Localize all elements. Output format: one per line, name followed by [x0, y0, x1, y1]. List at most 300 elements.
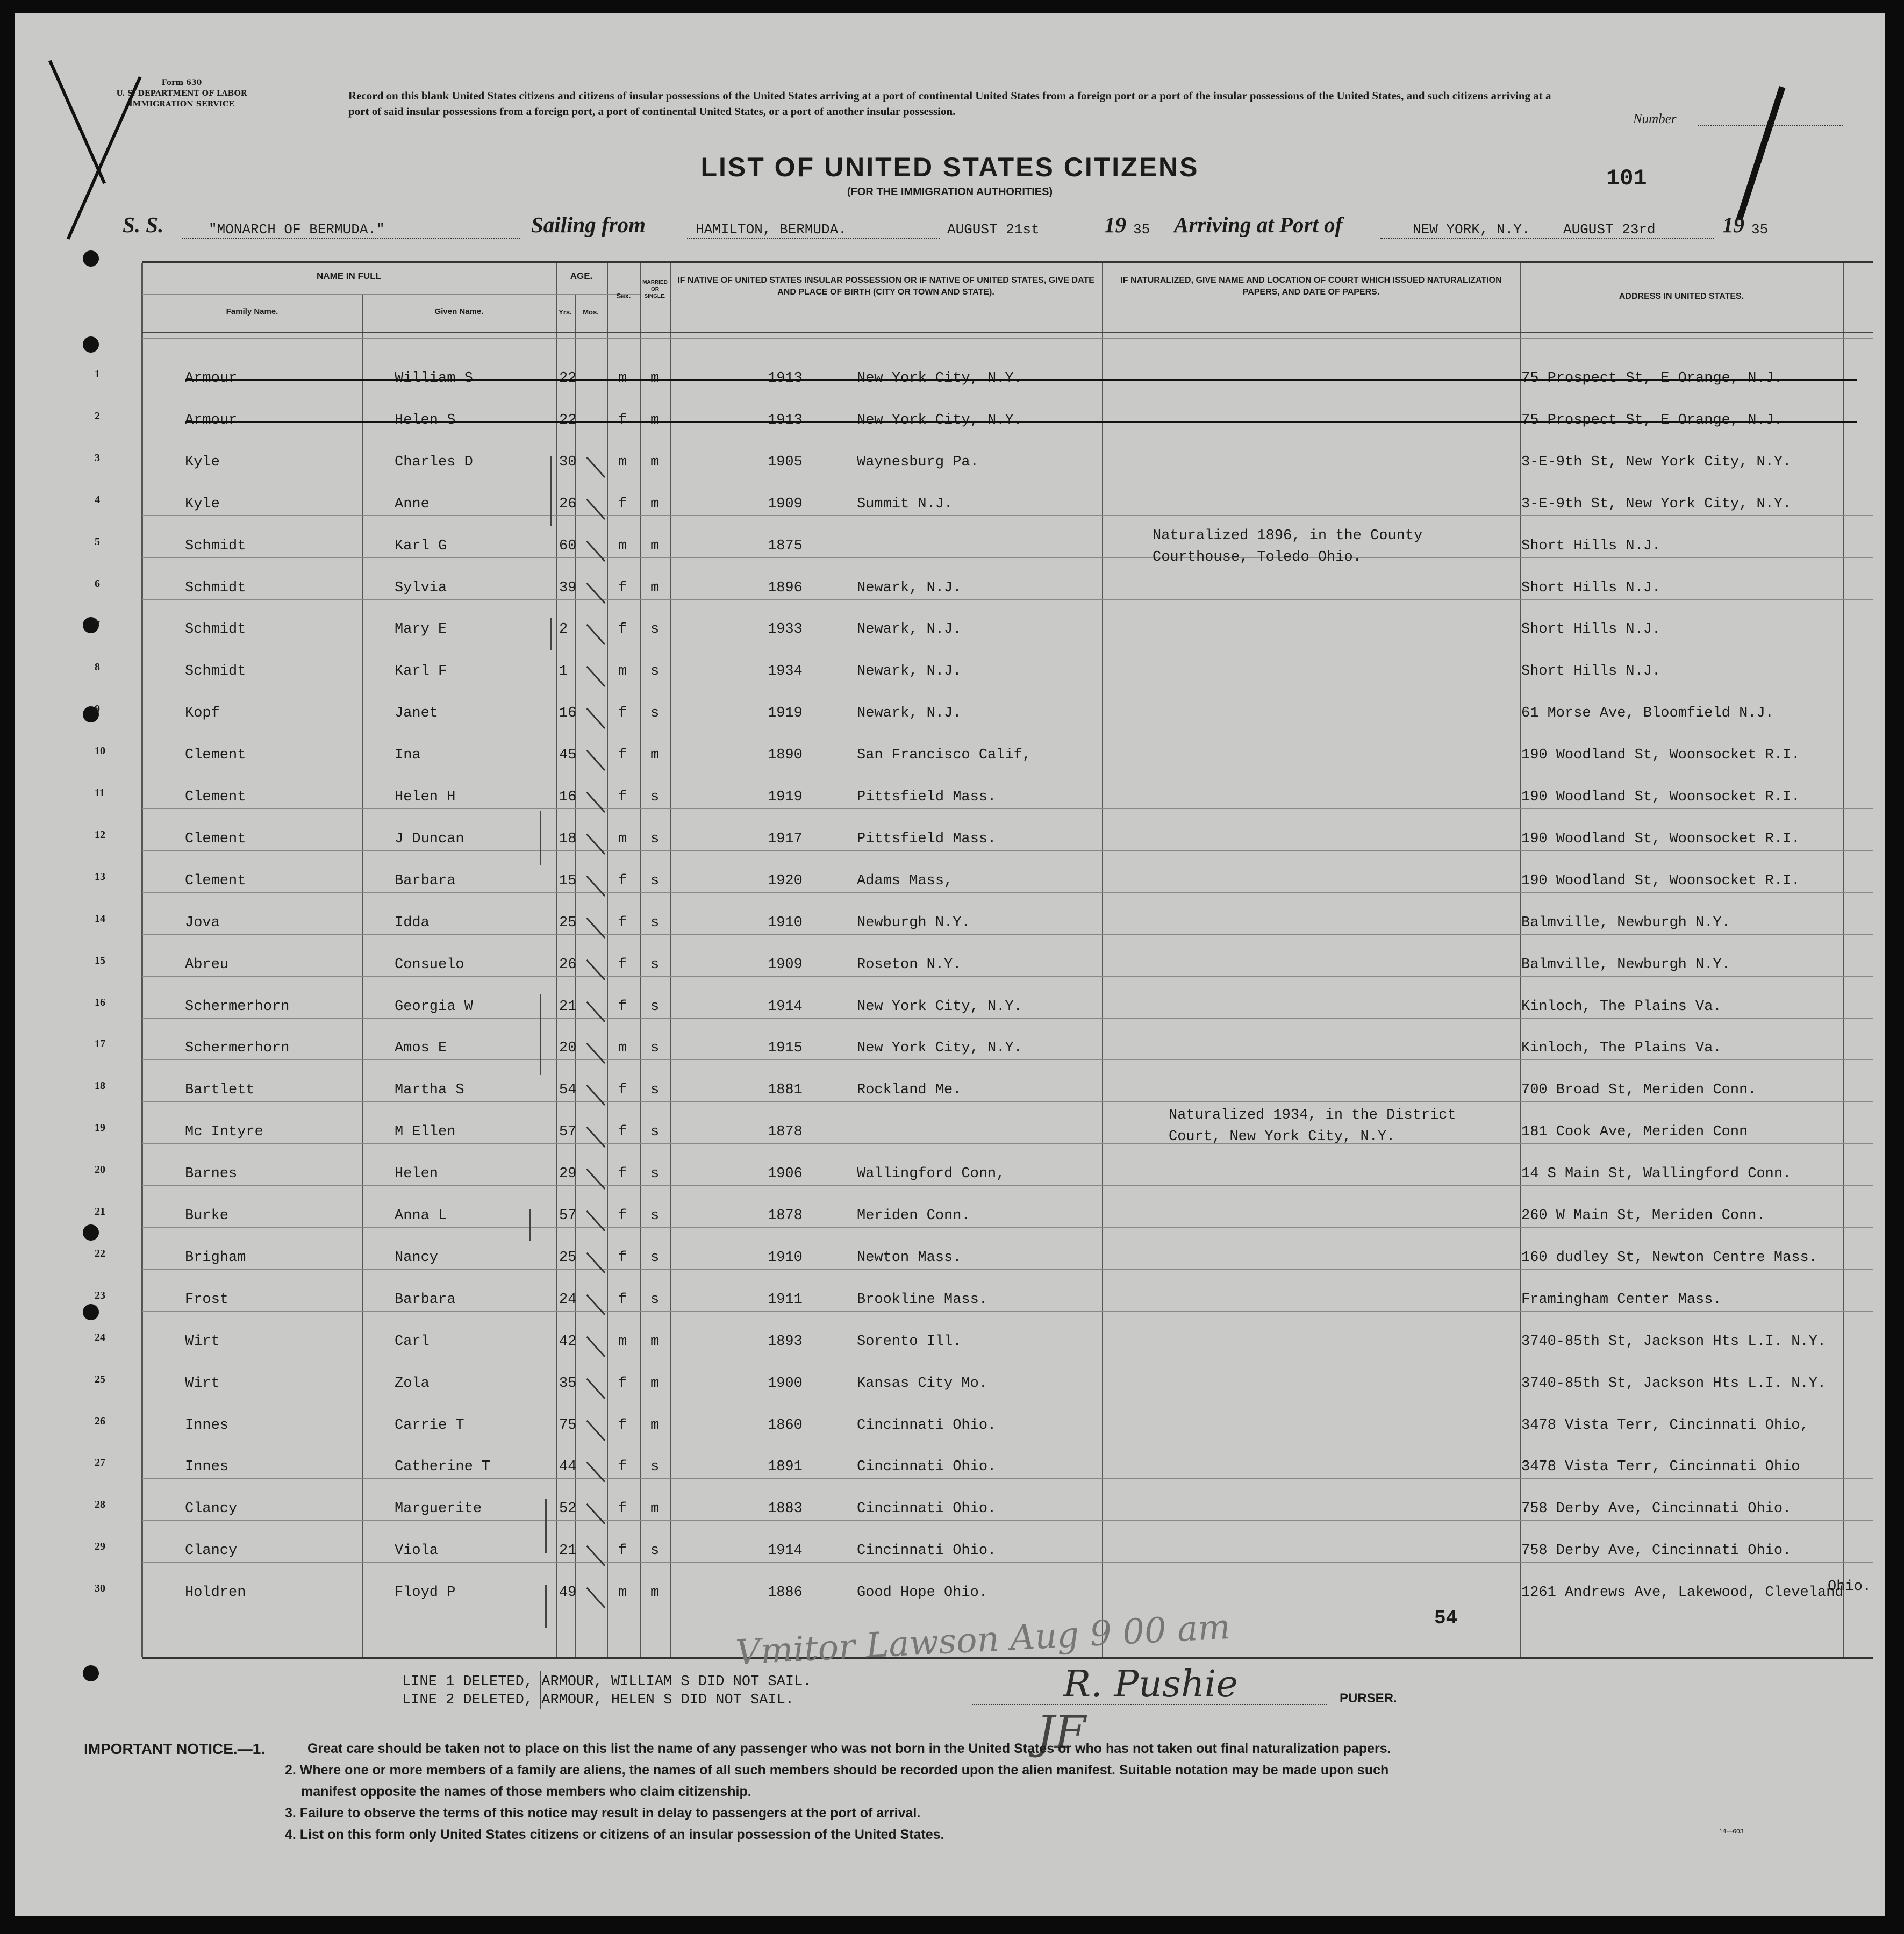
- birth-year: 1915: [768, 1040, 803, 1057]
- sex: f: [618, 914, 627, 931]
- table-row: [95, 1276, 1873, 1316]
- marital-status: m: [650, 412, 660, 428]
- birth-year: 1891: [768, 1459, 803, 1475]
- marital-status: s: [650, 1082, 660, 1099]
- birth-year: 1896: [768, 579, 803, 596]
- birth-place: Newton Mass.: [857, 1249, 962, 1266]
- given-name: J Duncan: [395, 830, 464, 847]
- sex: f: [618, 1543, 627, 1559]
- tally-mark: [540, 994, 541, 1075]
- form-code: 14—603: [1719, 1828, 1744, 1835]
- marital-status: s: [650, 1291, 660, 1308]
- purser-label: PURSER.: [1340, 1691, 1397, 1706]
- family-name: Clancy: [185, 1501, 238, 1517]
- sex: m: [618, 663, 627, 680]
- family-name: Schermerhorn: [185, 998, 290, 1015]
- birth-year: 1860: [768, 1417, 803, 1434]
- given-name: Helen H: [395, 789, 456, 805]
- address: Short Hills N.J.: [1521, 579, 1661, 596]
- header-age: AGE.: [570, 271, 593, 281]
- age-years: 25: [559, 914, 577, 931]
- row-number: 17: [95, 1038, 105, 1050]
- sex: m: [618, 370, 627, 386]
- family-name: Jova: [185, 914, 220, 931]
- sex: f: [618, 1459, 627, 1475]
- notice-item-4: 4. List on this form only United States citizens or citizens of an insular possession of the United States.: [285, 1827, 944, 1842]
- naturalization-note: Naturalized 1896, in the County Courthouse, Toledo Ohio.: [1153, 528, 1423, 565]
- purser-signature: R. Pushie: [1063, 1663, 1238, 1706]
- birth-place: San Francisco Calif,: [857, 747, 1032, 764]
- ship-name: "MONARCH OF BERMUDA.": [209, 221, 385, 238]
- family-name: Bartlett: [185, 1082, 255, 1099]
- family-name: Clement: [185, 747, 246, 764]
- table-row: [95, 438, 1873, 479]
- row-number: 10: [95, 745, 105, 757]
- address: 3740-85th St, Jackson Hts L.I. N.Y.: [1521, 1333, 1827, 1350]
- family-name: Clement: [185, 872, 246, 889]
- sex: f: [618, 789, 627, 805]
- row-number: 18: [95, 1080, 105, 1092]
- row-number: 8: [95, 661, 100, 674]
- given-name: Floyd P: [395, 1585, 456, 1601]
- sex: m: [618, 1333, 627, 1350]
- family-name: Innes: [185, 1417, 229, 1434]
- check-mark: [586, 499, 606, 520]
- address: Short Hills N.J.: [1521, 621, 1661, 638]
- table-row: [95, 564, 1873, 605]
- tally-mark: [540, 811, 541, 865]
- marital-status: s: [650, 1459, 660, 1475]
- number-label: Number: [1633, 112, 1677, 126]
- year-prefix: 19: [1104, 212, 1126, 237]
- table-row: [95, 1443, 1873, 1484]
- form-department: U. S. DEPARTMENT OF LABOR: [116, 89, 247, 98]
- sex: f: [618, 1082, 627, 1099]
- birth-year: 1890: [768, 747, 803, 764]
- notice-item-2-cont: manifest opposite the names of those members who claim citizenship.: [301, 1784, 751, 1799]
- marital-status: m: [650, 538, 660, 554]
- address: Balmville, Newburgh N.Y.: [1521, 914, 1730, 931]
- header-address: ADDRESS IN UNITED STATES.: [1619, 292, 1744, 301]
- address: 75 Prospect St, E Orange, N.J.: [1521, 370, 1783, 386]
- given-name: Mary E: [395, 621, 447, 638]
- table-row: [95, 1066, 1873, 1107]
- sex: f: [618, 1501, 627, 1517]
- check-mark: [586, 1336, 606, 1357]
- row-number: 26: [95, 1415, 105, 1427]
- address: 190 Woodland St, Woonsocket R.I.: [1521, 872, 1800, 889]
- given-name: Carl: [395, 1333, 430, 1350]
- birth-year: 1933: [768, 621, 803, 638]
- birth-year: 1881: [768, 1082, 803, 1099]
- check-mark: [586, 1420, 606, 1441]
- address: 181 Cook Ave, Meriden Conn: [1521, 1124, 1748, 1141]
- check-mark: [586, 750, 606, 771]
- given-name: Nancy: [395, 1249, 439, 1266]
- row-number: 9: [95, 703, 100, 715]
- table-row: [95, 941, 1873, 982]
- manifest-sheet: [15, 13, 1885, 1916]
- given-name: Georgia W: [395, 998, 473, 1015]
- table-row: [95, 899, 1873, 940]
- marital-status: s: [650, 1040, 660, 1057]
- check-mark: [586, 1001, 606, 1022]
- row-number: 21: [95, 1206, 105, 1217]
- family-name: Armour: [185, 370, 238, 386]
- row-number: 2: [95, 410, 100, 422]
- tally-mark: [529, 1209, 531, 1241]
- check-mark: [586, 624, 606, 645]
- birth-year: 1917: [768, 830, 803, 847]
- table-row: [95, 1527, 1873, 1567]
- table-row: [95, 1108, 1873, 1149]
- table-row: [95, 1401, 1873, 1442]
- passenger-count: 54: [1434, 1607, 1458, 1629]
- address: 260 W Main St, Meriden Conn.: [1521, 1208, 1765, 1224]
- birth-place: Summit N.J.: [857, 496, 953, 512]
- sex: m: [618, 1585, 627, 1601]
- table-row: [95, 983, 1873, 1023]
- table-row: [95, 1568, 1873, 1609]
- row-number: 7: [95, 619, 100, 632]
- address: 3478 Vista Terr, Cincinnati Ohio: [1521, 1459, 1800, 1475]
- sex: m: [618, 454, 627, 470]
- given-name: Sylvia: [395, 579, 447, 596]
- given-name: Zola: [395, 1375, 430, 1392]
- row-number: 3: [95, 452, 100, 464]
- table-row: [95, 857, 1873, 898]
- table-row: [95, 647, 1873, 688]
- birth-place: Adams Mass,: [857, 872, 953, 889]
- table-row: [95, 396, 1873, 437]
- tally-mark: [545, 1499, 547, 1553]
- deleted-lines-note: LINE 1 DELETED, ARMOUR, WILLIAM S DID NOT SAIL. LINE 2 DELETED, ARMOUR, HELEN S DID NOT SAIL.: [402, 1674, 812, 1708]
- address: 14 S Main St, Wallingford Conn.: [1521, 1166, 1792, 1183]
- family-name: Schmidt: [185, 621, 246, 638]
- address: 1261 Andrews Ave, Lakewood, Cleveland: [1521, 1585, 1844, 1601]
- address: 61 Morse Ave, Bloomfield N.J.: [1521, 705, 1774, 722]
- check-mark: [586, 540, 606, 561]
- table-row: [95, 605, 1873, 646]
- punch-hole: [83, 250, 99, 267]
- family-name: Kopf: [185, 705, 220, 722]
- row-number: 16: [95, 996, 105, 1008]
- check-mark: [586, 1587, 606, 1608]
- birth-place: Sorento Ill.: [857, 1333, 962, 1350]
- sex: f: [618, 1124, 627, 1141]
- birth-place: New York City, N.Y.: [857, 1040, 1022, 1057]
- header-married-single: MARRIED OR SINGLE.: [642, 280, 668, 299]
- tally-mark: [550, 618, 552, 650]
- given-name: M Ellen: [395, 1124, 456, 1141]
- age-years: 49: [559, 1585, 577, 1601]
- check-mark: [586, 1252, 606, 1273]
- marital-status: s: [650, 663, 660, 680]
- check-mark: [586, 666, 606, 687]
- birth-year: 1906: [768, 1166, 803, 1183]
- voyage-line: [15, 212, 1885, 244]
- table-row: [95, 815, 1873, 856]
- birth-place: Pittsfield Mass.: [857, 789, 997, 805]
- sex: f: [618, 579, 627, 596]
- strikethrough-line: [185, 421, 1857, 423]
- given-name: Karl G: [395, 538, 447, 554]
- punch-hole: [83, 336, 99, 353]
- birth-year: 1910: [768, 914, 803, 931]
- row-number: 13: [95, 870, 105, 883]
- age-years: 25: [559, 1249, 577, 1266]
- birth-year: 1900: [768, 1375, 803, 1392]
- birth-place: Waynesburg Pa.: [857, 454, 979, 470]
- sailing-from: HAMILTON, BERMUDA.: [696, 221, 847, 238]
- marital-status: s: [650, 1124, 660, 1141]
- age-years: 30: [559, 454, 577, 470]
- given-name: Idda: [395, 914, 430, 931]
- row-number: 25: [95, 1373, 105, 1385]
- age-years: 22: [559, 370, 577, 386]
- given-name: Barbara: [395, 872, 456, 889]
- handwritten-initials: JF: [1036, 1706, 1086, 1759]
- marital-status: s: [650, 998, 660, 1015]
- ss-label: S. S.: [123, 212, 164, 237]
- age-years: 60: [559, 538, 577, 554]
- marital-status: s: [650, 830, 660, 847]
- address: 75 Prospect St, E Orange, N.J.: [1521, 412, 1783, 428]
- arrive-year: 35: [1751, 221, 1769, 238]
- marital-status: m: [650, 1375, 660, 1392]
- age-years: 29: [559, 1166, 577, 1183]
- sex: m: [618, 538, 627, 554]
- birth-place: Pittsfield Mass.: [857, 830, 997, 847]
- family-name: Wirt: [185, 1333, 220, 1350]
- address: Kinloch, The Plains Va.: [1521, 1040, 1722, 1057]
- birth-year: 1920: [768, 872, 803, 889]
- sex: f: [618, 1208, 627, 1224]
- notice-item-2: 2. Where one or more members of a family are aliens, the names of all such members should be recorded upon the alien manifest. Suitable notation may be made upon such: [285, 1763, 1389, 1778]
- tally-mark: [550, 456, 552, 526]
- marital-status: s: [650, 914, 660, 931]
- birth-year: 1919: [768, 789, 803, 805]
- birth-year: 1886: [768, 1585, 803, 1601]
- age-years: 52: [559, 1501, 577, 1517]
- age-years: 45: [559, 747, 577, 764]
- punch-hole: [83, 1304, 99, 1320]
- table-row: [95, 1150, 1873, 1191]
- age-years: 16: [559, 789, 577, 805]
- given-name: Anne: [395, 496, 430, 512]
- row-number: 14: [95, 912, 105, 925]
- table-row: [95, 689, 1873, 730]
- family-name: Clement: [185, 789, 246, 805]
- birth-place: Brookline Mass.: [857, 1291, 988, 1308]
- row-number: 5: [95, 535, 100, 548]
- address: Short Hills N.J.: [1521, 663, 1661, 680]
- age-years: 20: [559, 1040, 577, 1057]
- header-family-name: Family Name.: [226, 307, 278, 316]
- handwritten-inspector-note: Vmitor Lawson Aug 9 00 am: [734, 1607, 1232, 1673]
- table-row: [95, 1234, 1873, 1274]
- header-birth: IF NATIVE OF UNITED STATES INSULAR POSSESSION OR IF NATIVE OF UNITED STATES, GIVE DATE AND PLACE OF BIRTH (CITY OR TOWN AND STATE).: [677, 276, 1094, 297]
- marital-status: m: [650, 1585, 660, 1601]
- table-row: [95, 354, 1873, 395]
- birth-place: Rockland Me.: [857, 1082, 962, 1099]
- check-mark: [586, 1210, 606, 1231]
- given-name: Viola: [395, 1543, 439, 1559]
- birth-year: 1910: [768, 1249, 803, 1266]
- birth-year: 1893: [768, 1333, 803, 1350]
- sex: m: [618, 830, 627, 847]
- sailing-label: Sailing from: [531, 212, 646, 237]
- birth-place: Kansas City Mo.: [857, 1375, 988, 1392]
- birth-year: 1911: [768, 1291, 803, 1308]
- sail-date: AUGUST 21st: [947, 221, 1040, 238]
- marital-status: m: [650, 1501, 660, 1517]
- age-years: 24: [559, 1291, 577, 1308]
- check-mark: [586, 1043, 606, 1064]
- age-years: 21: [559, 1543, 577, 1559]
- address: Kinloch, The Plains Va.: [1521, 998, 1722, 1015]
- sex: f: [618, 1249, 627, 1266]
- punch-hole: [83, 1224, 99, 1241]
- family-name: Clement: [185, 830, 246, 847]
- check-mark: [586, 708, 606, 729]
- given-name: Amos E: [395, 1040, 447, 1057]
- punch-hole: [83, 1665, 99, 1681]
- birth-year: 1913: [768, 370, 803, 386]
- birth-place: New York City, N.Y.: [857, 412, 1022, 428]
- address: 758 Derby Ave, Cincinnati Ohio.: [1521, 1543, 1792, 1559]
- given-name: Ina: [395, 747, 421, 764]
- marital-status: m: [650, 454, 660, 470]
- check-mark: [586, 1169, 606, 1190]
- age-years: 15: [559, 872, 577, 889]
- page-number: 101: [1606, 166, 1647, 191]
- sex: f: [618, 1166, 627, 1183]
- address: Short Hills N.J.: [1521, 538, 1661, 554]
- given-name: Charles D: [395, 454, 473, 470]
- age-years: 26: [559, 496, 577, 512]
- sex: f: [618, 956, 627, 973]
- age-years: 2: [559, 621, 568, 638]
- given-name: Martha S: [395, 1082, 464, 1099]
- birth-place: Newark, N.J.: [857, 579, 962, 596]
- marital-status: s: [650, 1208, 660, 1224]
- address: Framingham Center Mass.: [1521, 1291, 1722, 1308]
- birth-place: Cincinnati Ohio.: [857, 1501, 997, 1517]
- address: 190 Woodland St, Woonsocket R.I.: [1521, 747, 1800, 764]
- marital-status: s: [650, 1166, 660, 1183]
- check-mark: [586, 582, 606, 603]
- address-overflow: Ohio.: [1828, 1579, 1872, 1595]
- marital-status: s: [650, 789, 660, 805]
- birth-place: Cincinnati Ohio.: [857, 1417, 997, 1434]
- table-row: [95, 480, 1873, 521]
- sex: f: [618, 496, 627, 512]
- age-years: 57: [559, 1124, 577, 1141]
- marital-status: s: [650, 705, 660, 722]
- marital-status: m: [650, 747, 660, 764]
- marital-status: s: [650, 872, 660, 889]
- marital-status: s: [650, 621, 660, 638]
- arrive-year-prefix: 19: [1722, 212, 1744, 237]
- age-years: 57: [559, 1208, 577, 1224]
- form-service: IMMIGRATION SERVICE: [129, 100, 234, 109]
- address: 3478 Vista Terr, Cincinnati Ohio,: [1521, 1417, 1809, 1434]
- given-name: Janet: [395, 705, 439, 722]
- address: 700 Broad St, Meriden Conn.: [1521, 1082, 1757, 1099]
- given-name: Marguerite: [395, 1501, 482, 1517]
- age-years: 22: [559, 412, 577, 428]
- birth-place: Cincinnati Ohio.: [857, 1543, 997, 1559]
- age-years: 26: [559, 956, 577, 973]
- given-name: Carrie T: [395, 1417, 464, 1434]
- row-number: 30: [95, 1582, 105, 1595]
- address: 190 Woodland St, Woonsocket R.I.: [1521, 789, 1800, 805]
- form-number: Form 630: [161, 78, 202, 87]
- table-row: [95, 1359, 1873, 1400]
- birth-year: 1878: [768, 1208, 803, 1224]
- sex: f: [618, 872, 627, 889]
- table-row: [95, 1192, 1873, 1233]
- age-years: 54: [559, 1082, 577, 1099]
- given-name: Barbara: [395, 1291, 456, 1308]
- birth-place: Newburgh N.Y.: [857, 914, 970, 931]
- row-number: 11: [95, 787, 105, 799]
- marital-status: m: [650, 496, 660, 512]
- age-years: 42: [559, 1333, 577, 1350]
- age-years: 18: [559, 830, 577, 847]
- marital-status: m: [650, 1333, 660, 1350]
- row-number: 29: [95, 1541, 105, 1553]
- row-number: 12: [95, 828, 105, 841]
- row-number: 23: [95, 1289, 105, 1301]
- header-months: Mos.: [583, 308, 599, 316]
- birth-year: 1914: [768, 1543, 803, 1559]
- marital-status: m: [650, 579, 660, 596]
- sex: f: [618, 1375, 627, 1392]
- row-number: 4: [95, 493, 100, 506]
- row-number: 27: [95, 1457, 105, 1469]
- age-years: 75: [559, 1417, 577, 1434]
- notice-item-1: Great care should be taken not to place on this list the name of any passenger who was not born in the United States or who has not taken out final naturalization papers.: [307, 1741, 1391, 1756]
- notice-item-3: 3. Failure to observe the terms of this notice may result in delay to passengers at the port of arrival.: [285, 1806, 921, 1821]
- sex: f: [618, 621, 627, 638]
- birth-place: New York City, N.Y.: [857, 998, 1022, 1015]
- family-name: Innes: [185, 1459, 229, 1475]
- check-mark: [586, 1085, 606, 1106]
- check-mark: [586, 1503, 606, 1524]
- strikethrough-line: [185, 379, 1857, 381]
- table-row: [95, 1485, 1873, 1525]
- address: Balmville, Newburgh N.Y.: [1521, 956, 1730, 973]
- check-mark: [586, 959, 606, 980]
- tally-mark: [545, 1585, 547, 1628]
- birth-place: Newark, N.J.: [857, 621, 962, 638]
- given-name: William S: [395, 370, 473, 386]
- check-mark: [586, 457, 606, 478]
- family-name: Mc Intyre: [185, 1124, 263, 1141]
- given-name: Catherine T: [395, 1459, 491, 1475]
- birth-place: New York City, N.Y.: [857, 370, 1022, 386]
- address: 190 Woodland St, Woonsocket R.I.: [1521, 830, 1800, 847]
- table-row: [95, 773, 1873, 814]
- family-name: Schmidt: [185, 579, 246, 596]
- birth-place: Roseton N.Y.: [857, 956, 962, 973]
- check-mark: [586, 792, 606, 813]
- family-name: Clancy: [185, 1543, 238, 1559]
- birth-year: 1919: [768, 705, 803, 722]
- birth-year: 1934: [768, 663, 803, 680]
